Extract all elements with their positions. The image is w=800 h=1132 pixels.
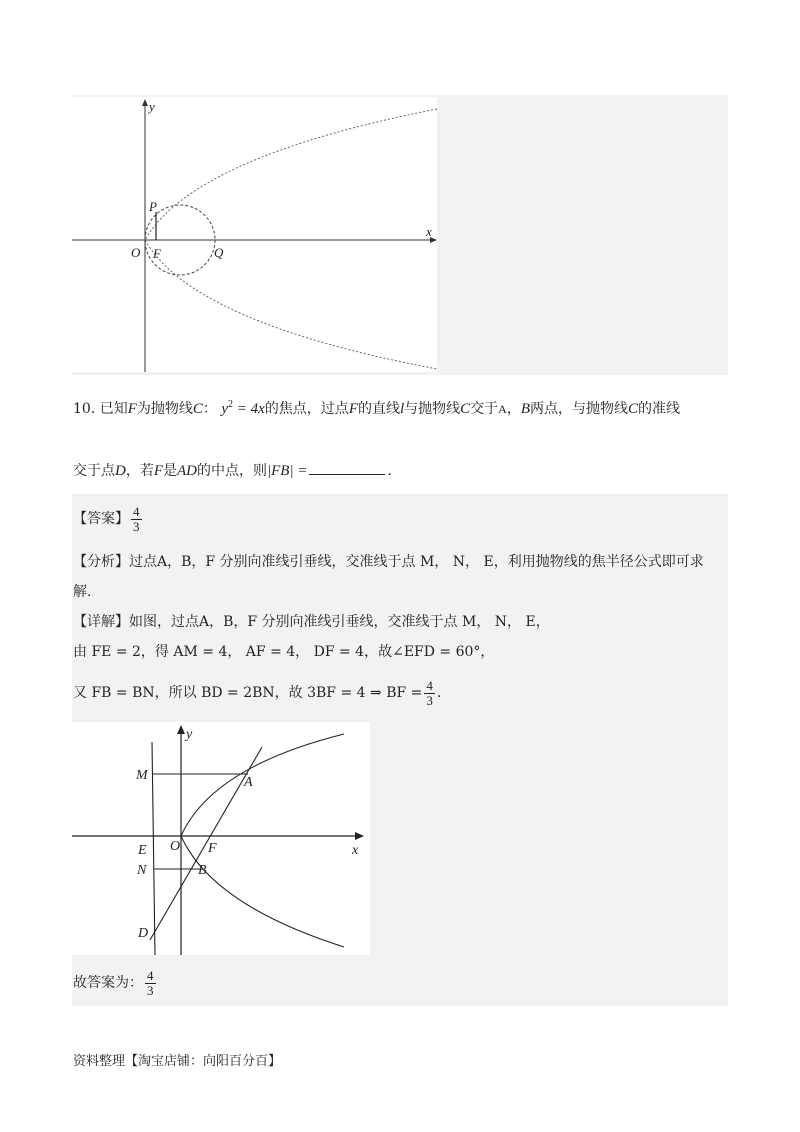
figure1-parabola-circle: [72, 97, 437, 372]
question-text: ，: [506, 401, 521, 417]
point-p-label: P: [149, 199, 157, 214]
figure2-parabola-line: [72, 722, 370, 955]
answer-den: 3: [133, 518, 140, 534]
point-f-label: F: [208, 841, 217, 856]
question-line-1: [73, 395, 680, 419]
point-q-label: Q: [214, 245, 224, 260]
final-den: 3: [147, 982, 154, 998]
final-text: 故答案为：: [73, 975, 143, 991]
math-fb: |FB| =: [267, 463, 308, 479]
question-text: 交于点: [73, 463, 115, 479]
point-m-label: M: [136, 768, 148, 783]
point-f-label: F: [153, 246, 161, 261]
math-c: C: [628, 401, 639, 417]
point-e-label: E: [138, 843, 147, 858]
question-text: 与抛物线: [404, 401, 461, 417]
detail-line-2: [73, 642, 494, 662]
figure1-svg: [72, 97, 437, 372]
detail-text: 如图，过点A，B，F 分别向准线引垂线，交准线于点 M， N， E，: [129, 614, 550, 630]
eq-sup: 2: [228, 399, 234, 410]
question-text: 的中点，则: [197, 463, 268, 479]
answer-num: 4: [133, 503, 140, 519]
question-text: 交于: [470, 401, 499, 417]
point-o-label: O: [170, 839, 181, 854]
question-text: 的准线: [638, 401, 681, 417]
detail-den: 3: [426, 692, 433, 708]
parabola-curve: [181, 734, 344, 947]
detail-line-1: [73, 612, 550, 632]
math-f: F: [127, 401, 137, 417]
axis-y-label: y: [186, 727, 193, 742]
question-text: ：: [202, 401, 217, 417]
final-fraction: [145, 969, 156, 998]
point-o-label: O: [131, 245, 141, 260]
axis-x-label: x: [426, 224, 432, 239]
answer-line: [73, 500, 144, 538]
point-a-label: A: [244, 775, 253, 790]
answer-label: 【答案】: [73, 511, 129, 527]
math-f: F: [348, 401, 358, 417]
footer-source: 资料整理【淘宝店铺：向阳百分百】: [73, 1054, 282, 1069]
question-text: .: [387, 463, 392, 479]
analysis-line-2: [73, 582, 91, 602]
math-ad: AD: [177, 463, 198, 479]
axis-x-label: x: [352, 843, 359, 858]
math-a: A: [498, 402, 507, 416]
analysis-label: 【分析】: [73, 554, 129, 570]
math-c: C: [192, 401, 203, 417]
equation: [221, 401, 264, 417]
detail-text: 由 FE = 2，得 AM = 4， AF = 4， DF = 4，故∠EFD = 60°，: [73, 644, 495, 660]
analysis-line-1: [73, 552, 704, 572]
question-text: 两点，与抛物线: [530, 401, 629, 417]
detail-text: .: [436, 685, 442, 701]
question-line-2: [73, 460, 392, 481]
question-text: 为抛物线: [136, 401, 193, 417]
detail-line-3: [73, 675, 441, 711]
point-n-label: N: [137, 863, 147, 878]
question-number: 10.: [73, 401, 96, 417]
final-answer-line: [73, 965, 158, 1001]
y-axis-arrow-icon: [177, 725, 185, 734]
answer-blank: [309, 460, 385, 475]
question-text: ，若: [125, 463, 154, 479]
point-d-label: D: [138, 926, 149, 941]
math-c: C: [460, 401, 471, 417]
math-f: F: [153, 463, 164, 479]
analysis-text: 解.: [73, 584, 92, 600]
y-axis-arrow-icon: [142, 99, 148, 106]
eq-rhs: = 4x: [233, 401, 265, 417]
eq-y: y: [221, 401, 229, 417]
x-axis-arrow-icon: [355, 832, 364, 840]
analysis-text: 过点A，B，F 分别向准线引垂线，交准线于点 M， N， E，利用抛物线的焦半径公式即可求: [129, 554, 704, 570]
figure2-svg: [72, 722, 370, 955]
question-text: 的焦点，过点: [264, 401, 349, 417]
question-text: 已知: [99, 401, 128, 417]
math-l: l: [399, 401, 405, 417]
detail-num: 4: [426, 677, 433, 693]
detail-fraction: [424, 679, 435, 708]
question-text: 的直线: [357, 401, 400, 417]
detail-label: 【详解】: [73, 614, 129, 630]
math-b: B: [520, 401, 531, 417]
math-d: D: [115, 463, 126, 479]
answer-fraction: [131, 505, 142, 534]
final-num: 4: [147, 967, 154, 983]
axis-y-label: y: [149, 99, 155, 114]
point-b-label: B: [198, 863, 207, 878]
detail-text: 又 FB = BN，所以 BD = 2BN，故 3BF = 4 ⇒ BF =: [73, 685, 423, 701]
question-text: 是: [163, 463, 178, 479]
parabola-curve: [145, 109, 437, 369]
